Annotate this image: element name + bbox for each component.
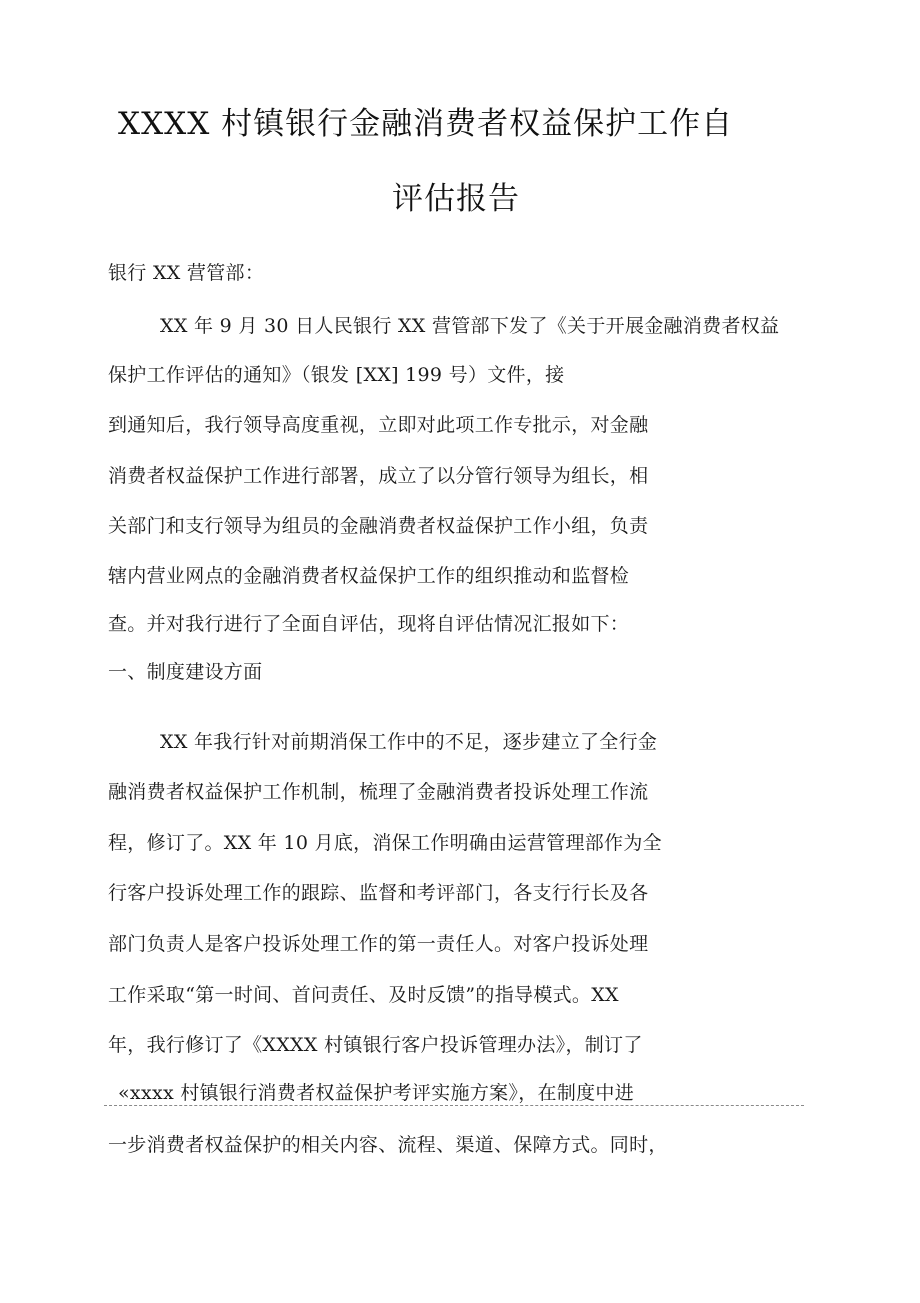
paragraph-1-line-4: 消费者权益保护工作进行部署，成立了以分管行领导为组长，相 bbox=[108, 465, 649, 487]
paragraph-2-line-3: 程，修订了。XX 年 10 月底，消保工作明确由运营管理部作为全 bbox=[108, 832, 662, 854]
paragraph-2-line-5: 部门负责人是客户投诉处理工作的第一责任人。对客户投诉处理 bbox=[108, 933, 649, 955]
section-1-heading: 一、制度建设方面 bbox=[108, 661, 263, 683]
document-title-line-1: XXXX 村镇银行金融消费者权益保护工作自 bbox=[118, 106, 734, 142]
salutation: 银行 XX 营管部： bbox=[108, 262, 265, 284]
dashed-divider bbox=[104, 1105, 804, 1106]
paragraph-2-line-7: 年，我行修订了《XXXX 村镇银行客户投诉管理办法》，制订了 bbox=[108, 1034, 643, 1056]
paragraph-1-line-5: 关部门和支行领导为组员的金融消费者权益保护工作小组，负责 bbox=[108, 515, 649, 537]
document-title-line-2: 评估报告 bbox=[392, 181, 520, 217]
paragraph-1-line-7: 查。并对我行进行了全面自评估，现将自评估情况汇报如下： bbox=[108, 613, 630, 635]
paragraph-2-line-1: XX 年我行针对前期消保工作中的不足，逐步建立了全行金 bbox=[160, 731, 658, 753]
paragraph-2-line-6: 工作采取“第一时间、首问责任、及时反馈”的指导模式。XX bbox=[108, 984, 619, 1006]
paragraph-2-line-8: «xxxx 村镇银行消费者权益保护考评实施方案》，在制度中进 bbox=[118, 1082, 635, 1104]
paragraph-2-line-2: 融消费者权益保护工作机制，梳理了金融消费者投诉处理工作流 bbox=[108, 781, 649, 803]
paragraph-2-line-9: 一步消费者权益保护的相关内容、流程、渠道、保障方式。同时， bbox=[108, 1134, 668, 1156]
paragraph-1-line-3: 到通知后，我行领导高度重视，立即对此项工作专批示，对金融 bbox=[108, 414, 649, 436]
paragraph-1-line-2: 保护工作评估的通知》（银发 [XX] 199 号）文件，接 bbox=[108, 364, 565, 386]
paragraph-1-line-1: XX 年 9 月 30 日人民银行 XX 营管部下发了《关于开展金融消费者权益 bbox=[160, 315, 780, 337]
paragraph-2-line-4: 行客户投诉处理工作的跟踪、监督和考评部门，各支行行长及各 bbox=[108, 882, 649, 904]
paragraph-1-line-6: 辖内营业网点的金融消费者权益保护工作的组织推动和监督检 bbox=[108, 565, 630, 587]
